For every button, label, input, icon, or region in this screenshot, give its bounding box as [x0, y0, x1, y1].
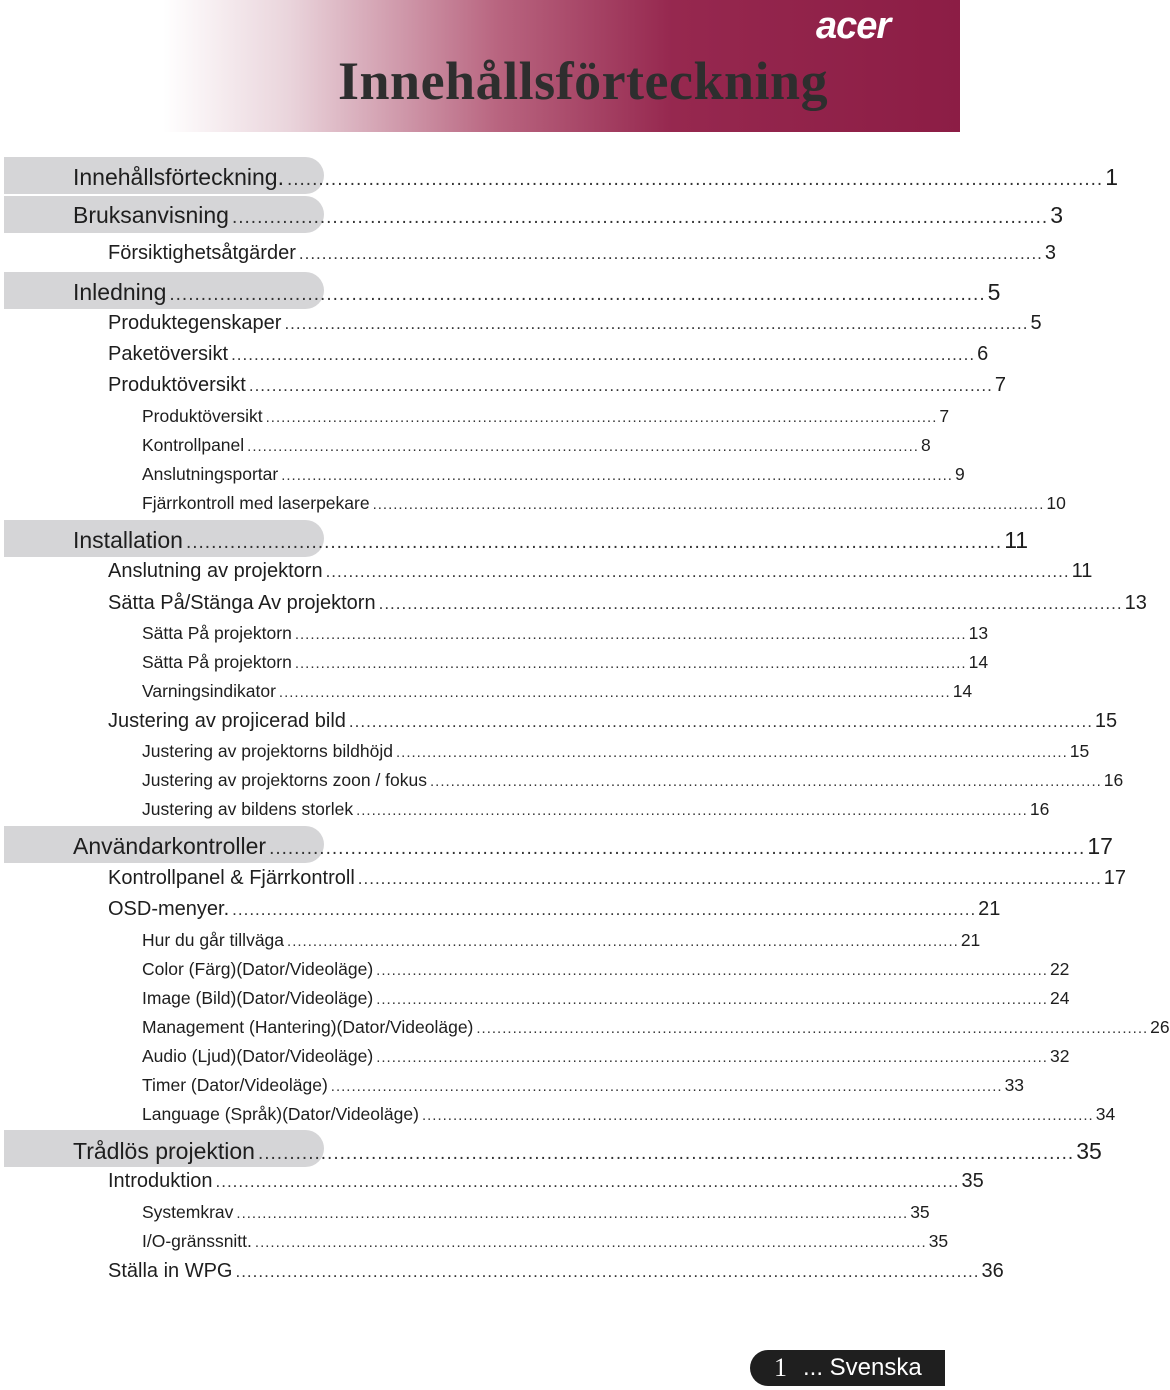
toc-entry[interactable]: Produktegenskaper .................................................................................................................................. 5: [108, 312, 1042, 334]
toc-entry-label: Produktöversikt: [142, 406, 263, 426]
toc-entry-label: I/O-gränssnitt.: [142, 1231, 252, 1251]
toc-entry-page: 9: [954, 464, 965, 484]
toc-entry-label: Image (Bild)(Dator/Videoläge): [142, 988, 374, 1008]
toc-entry-page: 3: [1050, 202, 1064, 228]
acer-logo: acer: [816, 5, 891, 47]
toc-entry[interactable]: Trådlös projektion .................................................................................................................................. 35: [73, 1138, 1102, 1164]
page-title: Innehållsförteckning: [338, 51, 829, 111]
toc-entry-page: 13: [1124, 592, 1147, 614]
toc-entry[interactable]: Color (Färg)(Dator/Videoläge) .................................................................................................................................. 22: [142, 959, 1070, 979]
toc-entry[interactable]: Hur du går tillväga .................................................................................................................................. 21: [142, 930, 981, 950]
toc-entry-page: 7: [939, 406, 950, 426]
toc-entry-label: Försiktighetsåtgärder: [108, 242, 296, 264]
toc-entry-page: 13: [968, 623, 989, 643]
toc-entry[interactable]: Sätta På projektorn .................................................................................................................................. 13: [142, 623, 989, 643]
toc-entry-label: Justering av bildens storlek: [142, 799, 354, 819]
toc-entry-page: 15: [1094, 710, 1118, 732]
toc-entry-page: 14: [952, 681, 973, 701]
toc-entry-page: 35: [928, 1231, 949, 1251]
toc-entry-page: 22: [1049, 959, 1070, 979]
toc-entry-page: 35: [1076, 1138, 1102, 1164]
toc-entry-page: 35: [961, 1170, 984, 1192]
toc-entry-page: 5: [987, 279, 1001, 305]
toc-entry[interactable]: Installation .................................................................................................................................. 11: [73, 527, 1029, 553]
toc-entry-label: Bruksanvisning: [73, 202, 229, 228]
page-header: [0, 0, 960, 132]
toc-entry-label: Management (Hantering)(Dator/Videoläge): [142, 1017, 474, 1037]
toc-entry[interactable]: Inledning .................................................................................................................................. 5: [73, 279, 1001, 305]
toc-entry-label: Color (Färg)(Dator/Videoläge): [142, 959, 374, 979]
toc-entry[interactable]: Kontrollpanel & Fjärrkontroll .................................................................................................................................. 17: [108, 867, 1127, 889]
toc-entry[interactable]: Produktöversikt .................................................................................................................................. 7: [108, 374, 1006, 396]
toc-entry-label: Justering av projektorns zoon / fokus: [142, 770, 428, 790]
toc-entry[interactable]: Ställa in WPG .................................................................................................................................. 36: [108, 1260, 1004, 1282]
toc-entry-page: 33: [1004, 1075, 1025, 1095]
toc-entry[interactable]: Systemkrav .................................................................................................................................. 35: [142, 1202, 930, 1222]
toc-entry-page: 35: [910, 1202, 930, 1222]
toc-entry-label: Kontrollpanel: [142, 435, 245, 455]
toc-entry-page: 10: [1046, 493, 1066, 513]
toc-entry[interactable]: Image (Bild)(Dator/Videoläge) .................................................................................................................................. 24: [142, 988, 1070, 1008]
toc-entry[interactable]: Justering av projicerad bild .................................................................................................................................. 15: [108, 710, 1118, 732]
toc-entry-page: 11: [1071, 560, 1093, 582]
toc-entry[interactable]: Justering av projektorns bildhöjd .................................................................................................................................. 15: [142, 741, 1090, 761]
toc-entry[interactable]: Sätta På projektorn .................................................................................................................................. 14: [142, 652, 989, 672]
toc-entry-label: Paketöversikt: [108, 343, 229, 365]
page-number: 1: [774, 1353, 787, 1382]
toc-entry-label: Justering av projicerad bild: [108, 710, 346, 732]
toc-entry-page: 21: [960, 930, 981, 950]
page-footer-tab: [750, 1350, 945, 1386]
toc-entry-label: Ställa in WPG: [108, 1260, 233, 1282]
toc-entry[interactable]: Introduktion .................................................................................................................................. 35: [108, 1170, 984, 1192]
toc-entry-page: 21: [978, 898, 1001, 920]
toc-entry-label: Innehållsförteckning.: [73, 164, 284, 190]
toc-entry-label: Justering av projektorns bildhöjd: [142, 741, 393, 761]
toc-entry-label: Timer (Dator/Videoläge): [142, 1075, 328, 1095]
toc-entry-label: Trådlös projektion: [73, 1138, 255, 1164]
toc-entry[interactable]: Justering av projektorns zoon / fokus .................................................................................................................................. 16: [142, 770, 1124, 790]
toc-entry[interactable]: Varningsindikator .................................................................................................................................. 14: [142, 681, 973, 701]
toc-entry-label: Sätta På/Stänga Av projektorn: [108, 592, 376, 614]
toc-entry-label: Audio (Ljud)(Dator/Videoläge): [142, 1046, 374, 1066]
toc-entry-page: 14: [968, 652, 989, 672]
toc-entry-page: 16: [1029, 799, 1050, 819]
toc-entry[interactable]: Audio (Ljud)(Dator/Videoläge) .................................................................................................................................. 32: [142, 1046, 1070, 1066]
toc-entry-page: 6: [977, 343, 989, 365]
toc-entry-page: 26: [1150, 1017, 1170, 1037]
toc-entry-page: 24: [1049, 988, 1070, 1008]
toc-entry[interactable]: Bruksanvisning .................................................................................................................................. 3: [73, 202, 1064, 228]
toc-entry-label: Produktöversikt: [108, 374, 246, 396]
toc-entry-label: Sätta På projektorn: [142, 623, 292, 643]
toc-entry-page: 8: [920, 435, 931, 455]
toc-entry[interactable]: OSD-menyer. .................................................................................................................................. 21: [108, 898, 1001, 920]
toc-entry-page: 11: [1004, 527, 1029, 553]
toc-entry-label: Anslutning av projektorn: [108, 560, 323, 582]
toc-entry-label: Systemkrav: [142, 1202, 234, 1222]
toc-entry[interactable]: Sätta På/Stänga Av projektorn .................................................................................................................................. 13: [108, 592, 1147, 614]
toc-entry-page: 16: [1103, 770, 1124, 790]
toc-entry-label: Sätta På projektorn: [142, 652, 292, 672]
toc-entry-page: 32: [1049, 1046, 1070, 1066]
toc-entry[interactable]: Timer (Dator/Videoläge) .................................................................................................................................. 33: [142, 1075, 1025, 1095]
toc-entry[interactable]: I/O-gränssnitt. .................................................................................................................................. 35: [142, 1231, 949, 1251]
toc-entry[interactable]: Anslutningsportar .................................................................................................................................. 9: [142, 464, 965, 484]
toc-entry[interactable]: Kontrollpanel .................................................................................................................................. 8: [142, 435, 931, 455]
toc-entry-label: Användarkontroller: [73, 833, 267, 859]
toc-entry-label: Anslutningsportar: [142, 464, 279, 484]
toc-entry-label: OSD-menyer.: [108, 898, 230, 920]
toc-entry-label: Introduktion: [108, 1170, 213, 1192]
toc-entry-label: Inledning: [73, 279, 167, 305]
toc-entry-page: 5: [1030, 312, 1042, 334]
toc-entry-label: Hur du går tillväga: [142, 930, 285, 950]
toc-entry[interactable]: Produktöversikt .................................................................................................................................. 7: [142, 406, 950, 426]
toc-entry-page: 1: [1105, 164, 1119, 190]
toc-entry[interactable]: Language (Språk)(Dator/Videoläge) .................................................................................................................................. 34: [142, 1104, 1116, 1124]
toc-entry-label: Installation: [73, 527, 183, 553]
toc-entry[interactable]: Fjärrkontroll med laserpekare .................................................................................................................................. 10: [142, 493, 1066, 513]
toc-entry[interactable]: Paketöversikt .................................................................................................................................. 6: [108, 343, 989, 365]
toc-entry-page: 34: [1095, 1104, 1116, 1124]
toc-entry-page: 7: [994, 374, 1006, 396]
toc-entry-page: 3: [1044, 242, 1057, 264]
toc-entry-label: Varningsindikator: [142, 681, 276, 701]
language-label: ... Svenska: [803, 1354, 922, 1381]
toc-entry-label: Kontrollpanel & Fjärrkontroll: [108, 867, 355, 889]
toc-entry[interactable]: Användarkontroller .................................................................................................................................. 17: [73, 833, 1113, 859]
toc-entry-label: Fjärrkontroll med laserpekare: [142, 493, 370, 513]
toc-entry[interactable]: Management (Hantering)(Dator/Videoläge) .................................................................................................................................. 26: [142, 1017, 1170, 1037]
toc-entry[interactable]: Innehållsförteckning. .................................................................................................................................. 1: [73, 164, 1119, 190]
toc-entry-page: 15: [1069, 741, 1090, 761]
toc-entry[interactable]: Försiktighetsåtgärder .................................................................................................................................. 3: [108, 242, 1057, 264]
toc-entry-page: 17: [1103, 867, 1127, 889]
toc-entry-page: 36: [981, 1260, 1004, 1282]
toc-entry[interactable]: Anslutning av projektorn .................................................................................................................................. 11: [108, 560, 1093, 582]
toc-entry-label: Produktegenskaper: [108, 312, 282, 334]
toc-entry[interactable]: Justering av bildens storlek .................................................................................................................................. 16: [142, 799, 1050, 819]
toc-entry-label: Language (Språk)(Dator/Videoläge): [142, 1104, 419, 1124]
toc-entry-page: 17: [1087, 833, 1113, 859]
